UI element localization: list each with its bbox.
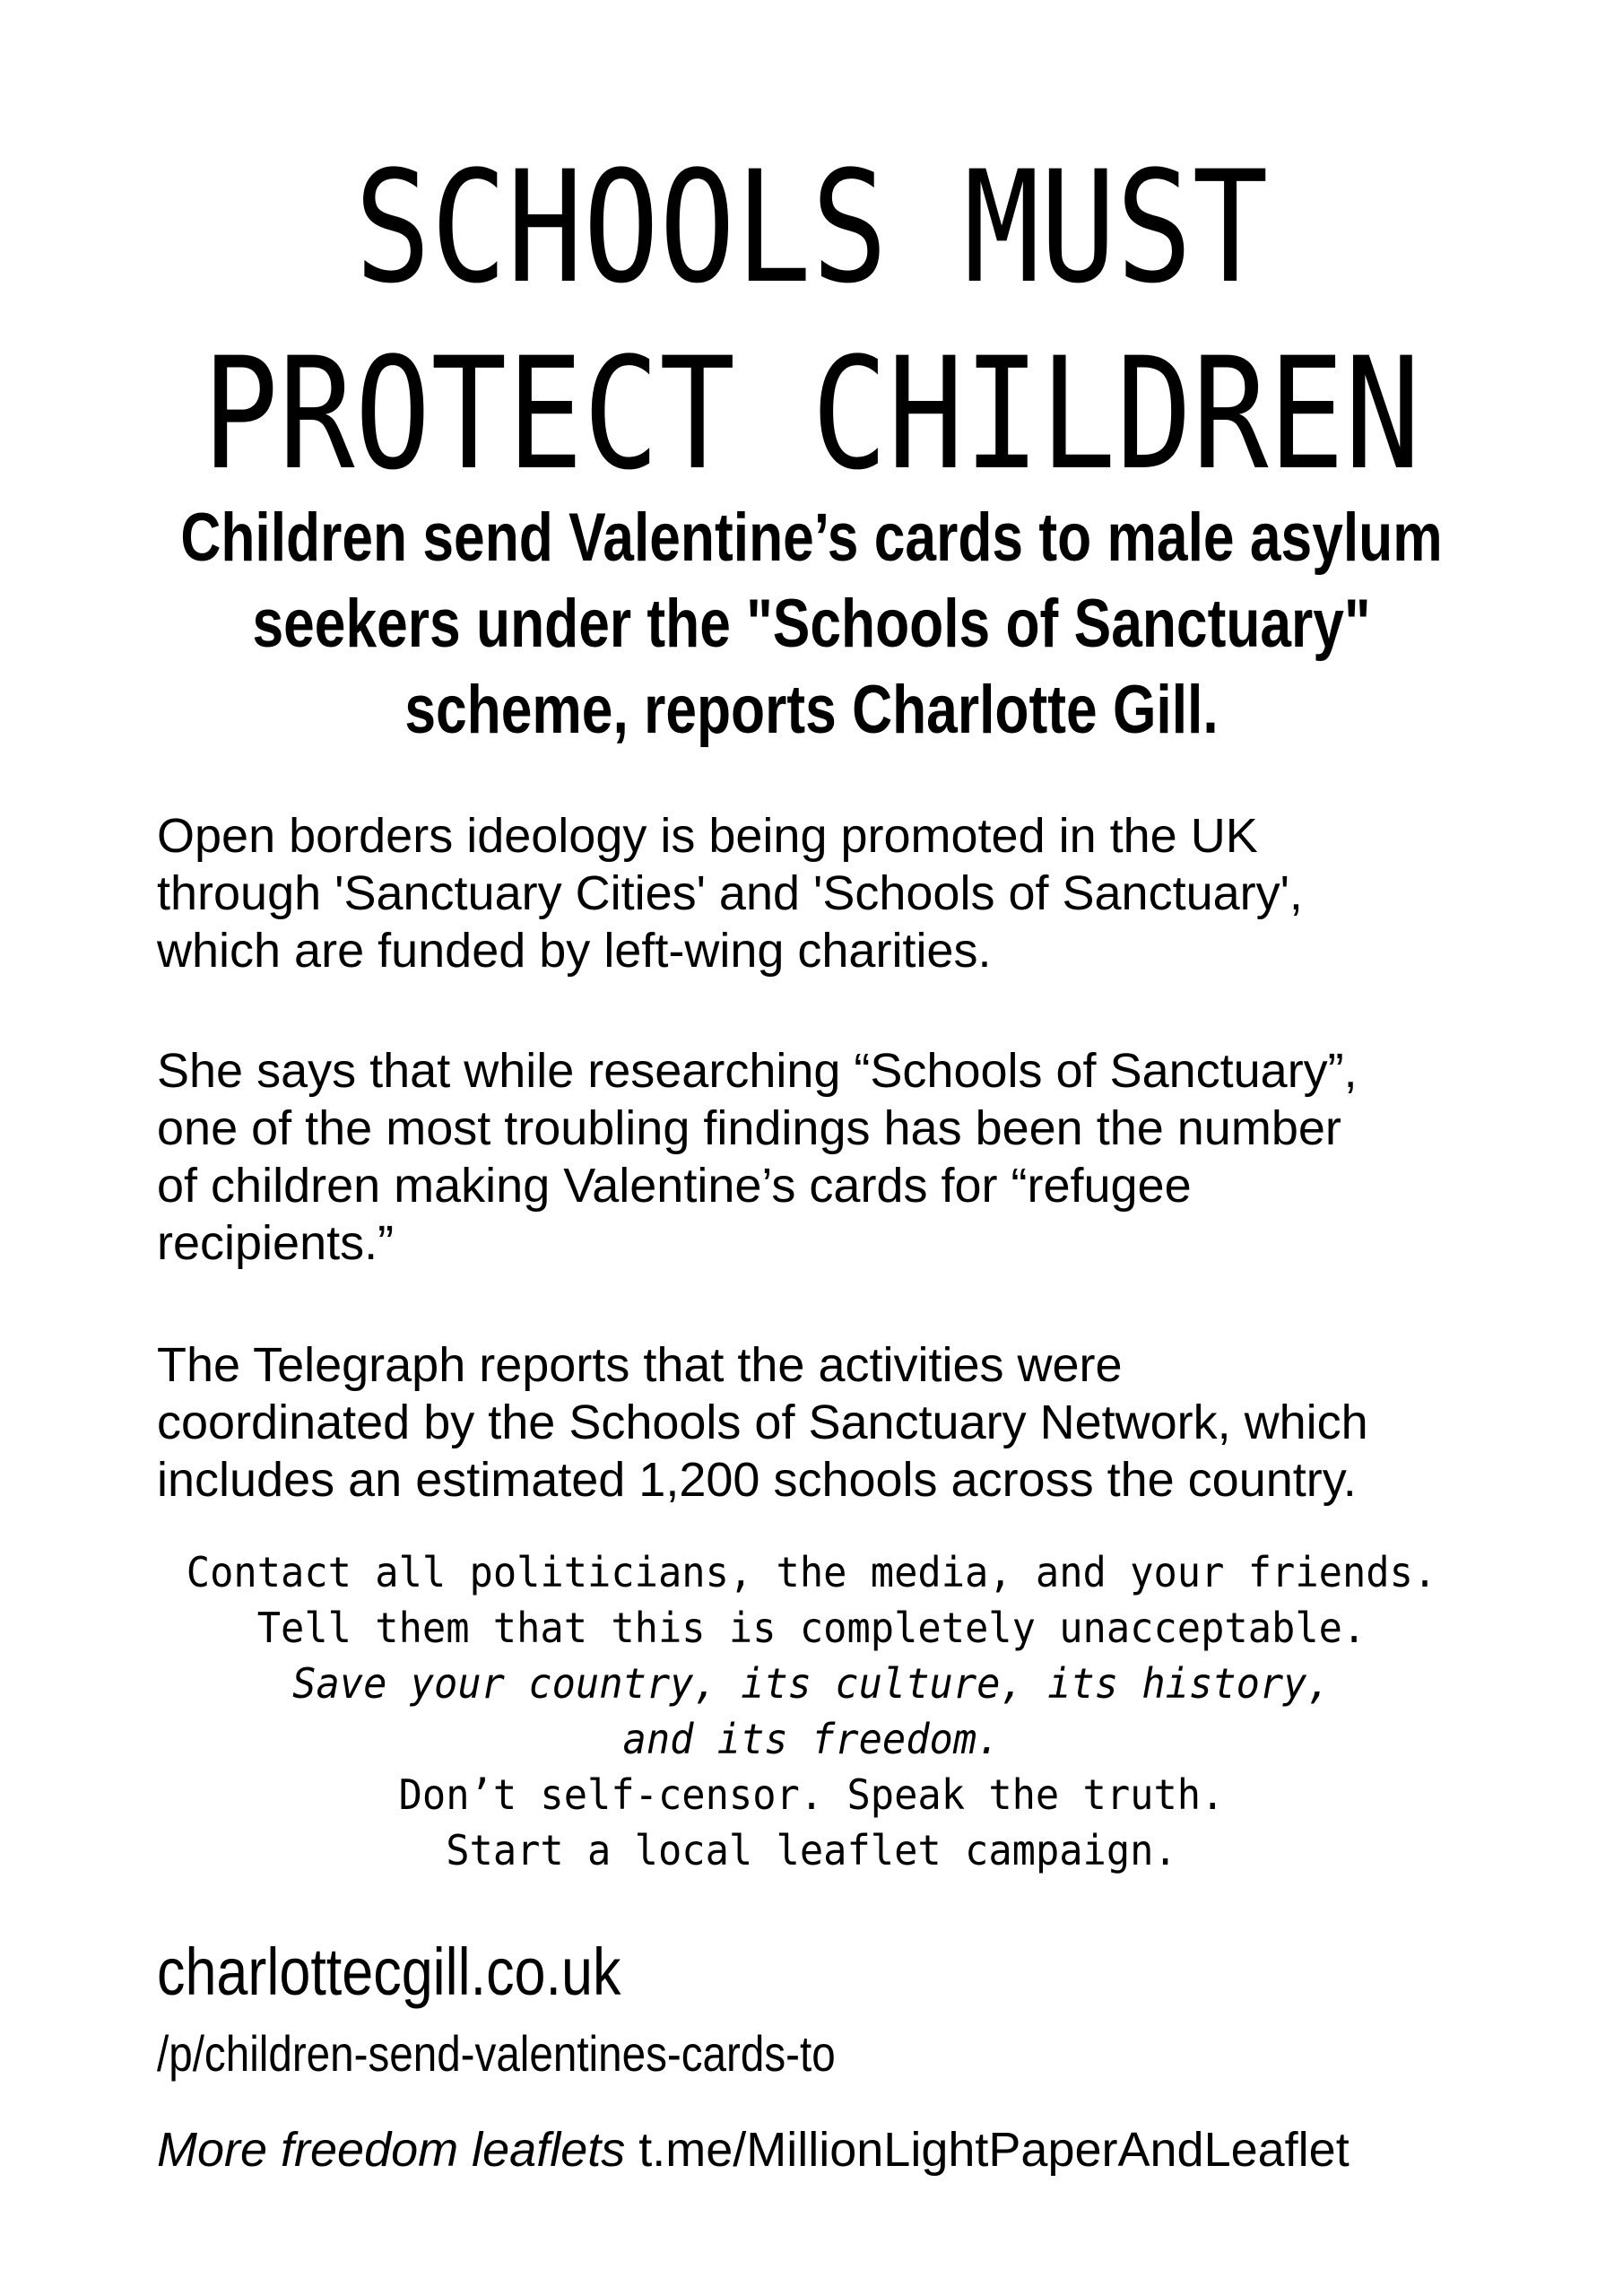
paragraph-telegraph-report [157,1336,1538,1509]
call-to-action [0,1544,1623,1878]
paragraph-line: The Telegraph reports that the activities were [157,1338,1123,1392]
paragraph-line: coordinated by the Schools of Sanctuary Network, which [157,1396,1368,1449]
footer-more-leaflets [157,2123,1350,2177]
subheadline-line: seekers under the "Schools of Sanctuary" [252,586,1371,662]
footer-telegram-link[interactable]: t.me/MillionLightPaperAndLeaflet [638,2123,1350,2177]
cta-line: Contact all politicians, the media, and your friends. [186,1548,1437,1596]
cta-line: Start a local leaflet campaign. [446,1826,1177,1874]
subheadline-line: Children send Valentine’s cards to male asylum [180,500,1443,576]
paragraph-line: which are funded by left-wing charities. [157,924,992,978]
paragraph-line: of children making Valentine’s cards for “refugee [157,1159,1192,1213]
paragraph-line: includes an estimated 1,200 schools across the country. [157,1453,1357,1507]
paragraph-line: recipients.” [157,1216,395,1270]
headline-line-2: PROTECT CHILDREN [202,324,1421,504]
paragraph-open-borders [157,807,1538,979]
source-path-link[interactable]: /p/children-send-valentines-cards-to [157,2025,836,2082]
paragraph-line: one of the most troubling findings has been the number [157,1101,1341,1155]
cta-line: Tell them that this is completely unacceptable. [256,1604,1367,1652]
cta-line-italic: Save your country, its culture, its history, [292,1659,1331,1708]
footer-label: More freedom leaflets [157,2123,626,2177]
subheadline [0,495,1623,753]
subheadline-line: scheme, reports Charlotte Gill. [404,672,1219,748]
cta-line-italic: and its freedom. [622,1715,1001,1763]
headline-line-1: SCHOOLS MUST [354,137,1269,317]
paragraph-line: Open borders ideology is being promoted in the UK [157,809,1258,863]
cta-line: Don’t self-censor. Speak the truth. [398,1770,1225,1819]
source-domain-link[interactable]: charlottecgill.co.uk [157,1935,621,2009]
paragraph-line: through 'Sanctuary Cities' and 'Schools of Sanctuary', [157,866,1303,920]
paragraph-research-findings [157,1042,1538,1272]
paragraph-line: She says that while researching “Schools of Sanctuary”, [157,1044,1358,1098]
